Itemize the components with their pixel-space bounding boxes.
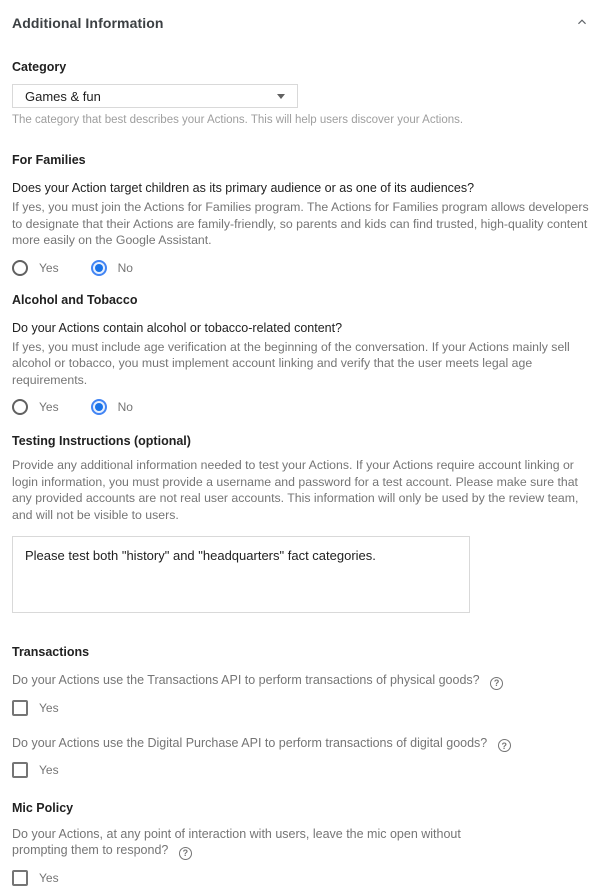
page-title: Additional Information [12, 15, 164, 31]
alcohol-tobacco-yes-radio[interactable] [12, 399, 59, 415]
radio-label: Yes [39, 400, 59, 414]
mic-policy-yes-checkbox[interactable] [12, 869, 593, 887]
transactions-physical-yes-checkbox[interactable] [12, 699, 593, 717]
question-text: Do your Actions, at any point of interaction with users, leave the mic open without prompting them to respond? [12, 827, 461, 857]
question-text: Do your Actions use the Digital Purchase API to perform transactions of digital goods? [12, 735, 488, 750]
checkbox-unchecked-icon [12, 762, 28, 778]
checkbox-unchecked-icon [12, 870, 28, 886]
for-families-radio-group [12, 259, 593, 277]
transactions-digital-question [12, 735, 593, 753]
alcohol-tobacco-helper: If yes, you must include age verification at the beginning of the conversation. If your Actions mainly sell alcohol or tobacco, you must implement account linking and verify that the user meets legal age requirements. [12, 339, 570, 387]
chevron-up-icon [575, 15, 589, 32]
help-icon[interactable]: ? [179, 847, 192, 860]
category-helper-text: The category that best describes your Actions. This will help users discover your Actions. [12, 114, 464, 126]
checkbox-unchecked-icon [12, 700, 28, 716]
for-families-helper: If yes, you must join the Actions for Families program. The Actions for Families program allows developers to designate that their Actions are family-friendly, so parents and kids can find trusted, high-quality content more easily on the Google Assistant. [12, 200, 589, 247]
radio-unchecked-icon [12, 260, 28, 276]
dropdown-arrow-icon [277, 94, 285, 99]
help-icon[interactable]: ? [490, 677, 503, 690]
alcohol-tobacco-question: Do your Actions contain alcohol or tobacco-related content? [12, 320, 343, 335]
checkbox-label: Yes [39, 700, 59, 715]
collapse-section-button[interactable] [573, 13, 591, 34]
testing-instructions-helper: Provide any additional information needed to test your Actions. If your Actions require account linking or login information, you must provide a username and password for a test account. Please make sure that any provided accounts are not real user accounts. This information will only be used by the review team, and will not be visible to users. [12, 458, 579, 522]
radio-checked-icon [91, 399, 107, 415]
radio-label: Yes [39, 260, 59, 275]
for-families-question: Does your Action target children as its primary audience or as one of its audiences? [12, 181, 475, 195]
checkbox-label: Yes [39, 763, 59, 777]
alcohol-tobacco-heading: Alcohol and Tobacco [12, 292, 138, 307]
category-label: Category [12, 60, 67, 74]
mic-policy-question [12, 826, 510, 860]
radio-checked-icon [91, 260, 107, 276]
radio-label: No [117, 400, 133, 414]
transactions-physical-question [12, 672, 593, 690]
radio-unchecked-icon [12, 399, 28, 415]
panel-header [12, 14, 593, 32]
additional-information-panel [0, 14, 605, 887]
category-selected-value: Games & fun [25, 88, 101, 104]
help-icon[interactable]: ? [498, 739, 511, 752]
mic-policy-heading: Mic Policy [12, 801, 74, 815]
for-families-heading: For Families [12, 153, 86, 167]
for-families-no-radio[interactable] [91, 260, 133, 276]
transactions-digital-yes-checkbox[interactable] [12, 761, 593, 779]
category-select[interactable] [12, 84, 298, 108]
radio-label: No [117, 260, 133, 275]
checkbox-label: Yes [39, 870, 59, 885]
alcohol-tobacco-no-radio[interactable] [91, 399, 133, 415]
testing-instructions-heading: Testing Instructions (optional) [12, 434, 191, 448]
transactions-heading: Transactions [12, 645, 90, 659]
alcohol-tobacco-radio-group [12, 398, 593, 416]
testing-instructions-textarea[interactable] [12, 536, 470, 613]
question-text: Do your Actions use the Transactions API to perform transactions of physical goods? [12, 673, 480, 687]
for-families-yes-radio[interactable] [12, 260, 59, 276]
